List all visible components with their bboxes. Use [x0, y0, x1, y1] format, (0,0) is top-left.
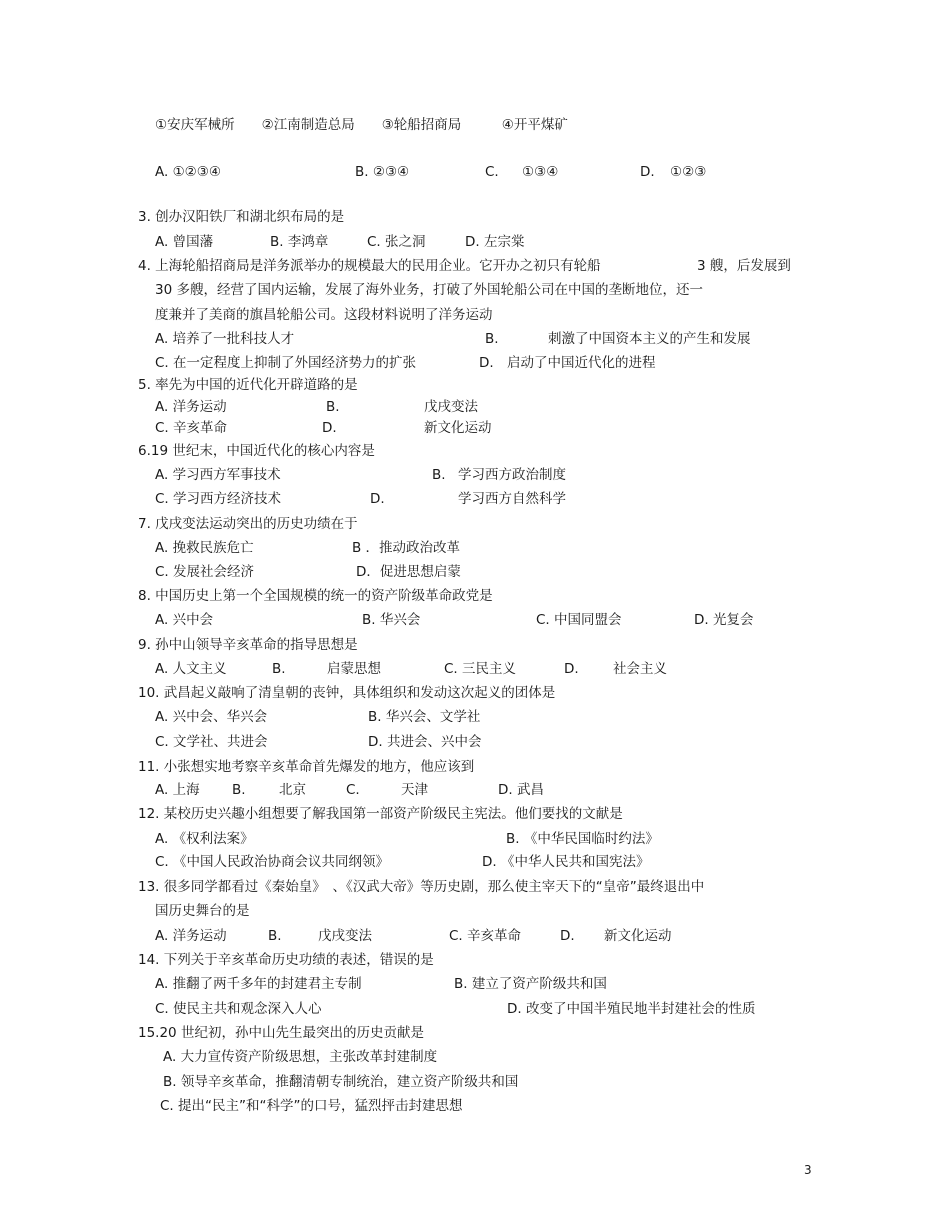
q6-option-d: D. — [370, 491, 385, 507]
q4-option-c: C. 在一定程度上抑制了外国经济势力的扩张 — [155, 355, 417, 371]
q3-option-d: D. 左宗棠 — [465, 234, 525, 250]
q5-option-b-text: 戊戌变法 — [424, 399, 478, 415]
q4-stem-line1: 4. 上海轮船招商局是洋务派举办的规模最大的民用企业。它开办之初只有轮船 — [138, 258, 601, 274]
q5-option-d-text: 新文化运动 — [424, 420, 492, 436]
q7-option-c: C. 发展社会经济 — [155, 564, 255, 580]
q4-stem-line1-end: 3 艘，后发展到 — [697, 258, 791, 274]
q5-option-a: A. 洋务运动 — [155, 399, 227, 415]
q5-option-d: D. — [322, 420, 337, 436]
q12-option-d: D. 《中华人民共和国宪法》 — [482, 854, 650, 870]
q11-option-a: A. 上海 — [155, 782, 200, 798]
page-number: 3 — [804, 1163, 812, 1177]
q15-stem: 15.20 世纪初，孙中山先生最突出的历史贡献是 — [138, 1025, 424, 1041]
q10-option-c: C. 文学社、共进会 — [155, 734, 268, 750]
q14-option-b: B. 建立了资产阶级共和国 — [454, 976, 607, 992]
q8-option-b: B. 华兴会 — [362, 612, 421, 628]
q5-option-c: C. 辛亥革命 — [155, 420, 228, 436]
q2-option-a: A. ①②③④ — [155, 164, 221, 180]
q2-option-d-text: ①②③ — [670, 164, 707, 180]
q8-option-d: D. 光复会 — [694, 612, 754, 628]
q15-option-c: C. 提出“民主”和“科学”的口号，猛烈抨击封建思想 — [160, 1098, 463, 1114]
q15-option-b: B. 领导辛亥革命，推翻清朝专制统治，建立资产阶级共和国 — [163, 1074, 519, 1090]
q9-option-d-text: 社会主义 — [613, 661, 667, 677]
q3-option-b: B. 李鸿章 — [270, 234, 329, 250]
q5-option-b: B. — [326, 399, 340, 415]
q4-option-b: B. — [485, 331, 499, 347]
q12-option-b: B. 《中华民国临时约法》 — [506, 831, 659, 847]
q12-stem: 12. 某校历史兴趣小组想要了解我国第一部资产阶级民主宪法。他们要找的文献是 — [138, 806, 623, 822]
q14-option-a: A. 推翻了两千多年的封建君主专制 — [155, 976, 362, 992]
q7-option-d: D．促进思想启蒙 — [356, 564, 461, 580]
q11-option-d: D. 武昌 — [498, 782, 544, 798]
q6-option-b-text: 学习西方政治制度 — [458, 467, 566, 483]
q7-option-b: B ．推动政治改革 — [352, 540, 461, 556]
q13-option-b: B. — [268, 928, 282, 944]
q4-stem-line3: 度兼并了美商的旗昌轮船公司。这段材料说明了洋务运动 — [155, 307, 493, 323]
q3-option-c: C. 张之洞 — [367, 234, 426, 250]
q13-stem-line2: 国历史舞台的是 — [155, 903, 250, 919]
q4-option-d-text: 启动了中国近代化的进程 — [507, 355, 656, 371]
q3-stem: 3. 创办汉阳铁厂和湖北织布局的是 — [138, 209, 345, 225]
q2-option-c: C. — [485, 164, 499, 180]
q9-option-c: C. 三民主义 — [444, 661, 517, 677]
q7-option-a: A. 挽救民族危亡 — [155, 540, 254, 556]
q11-option-c-text: 天津 — [401, 782, 428, 798]
q4-option-a: A. 培养了一批科技人才 — [155, 331, 295, 347]
q13-option-d: D. — [560, 928, 575, 944]
q4-option-d: D. — [479, 355, 494, 371]
q10-stem: 10. 武昌起义敲响了清皇朝的丧钟，具体组织和发动这次起义的团体是 — [138, 685, 556, 701]
q9-option-a: A. 人文主义 — [155, 661, 227, 677]
q10-option-a: A. 兴中会、华兴会 — [155, 709, 268, 725]
q14-option-c: C. 使民主共和观念深入人心 — [155, 1001, 322, 1017]
q13-option-b-text: 戊戌变法 — [318, 928, 372, 944]
q8-option-c: C. 中国同盟会 — [536, 612, 622, 628]
q6-option-c: C. 学习西方经济技术 — [155, 491, 282, 507]
q6-option-d-text: 学习西方自然科学 — [458, 491, 566, 507]
q13-option-d-text: 新文化运动 — [604, 928, 672, 944]
q9-stem: 9. 孙中山领导辛亥革命的指导思想是 — [138, 637, 358, 653]
q12-option-c: C. 《中国人民政治协商会议共同纲领》 — [155, 854, 390, 870]
q2-option-b: B. ②③④ — [355, 164, 410, 180]
q5-stem: 5. 率先为中国的近代化开辟道路的是 — [138, 377, 358, 393]
q2-option-d: D. — [640, 164, 655, 180]
q13-option-a: A. 洋务运动 — [155, 928, 227, 944]
q13-stem-line1: 13. 很多同学都看过《秦始皇》 、《汉武大帝》等历史剧，那么使主宰天下的“皇帝”最终退出中 — [138, 879, 705, 895]
q13-option-c: C. 辛亥革命 — [449, 928, 522, 944]
q10-option-b: B. 华兴会、文学社 — [368, 709, 481, 725]
q14-stem: 14. 下列关于辛亥革命历史功绩的表述，错误的是 — [138, 952, 434, 968]
q7-stem: 7. 戊戌变法运动突出的历史功绩在于 — [138, 516, 358, 532]
q8-stem: 8. 中国历史上第一个全国规模的统一的资产阶级革命政党是 — [138, 588, 493, 604]
q14-option-d: D. 改变了中国半殖民地半封建社会的性质 — [507, 1001, 756, 1017]
q12-option-a: A. 《权利法案》 — [155, 831, 254, 847]
q6-option-a: A. 学习西方军事技术 — [155, 467, 281, 483]
q3-option-a: A. 曾国藩 — [155, 234, 214, 250]
q11-stem: 11. 小张想实地考察辛亥革命首先爆发的地方，他应该到 — [138, 759, 475, 775]
q4-stem-line2: 30 多艘，经营了国内运输，发展了海外业务，打破了外国轮船公司在中国的垄断地位，还一 — [155, 282, 703, 298]
q15-option-a: A. 大力宣传资产阶级思想，主张改革封建制度 — [163, 1049, 438, 1065]
q9-option-b-text: 启蒙思想 — [327, 661, 381, 677]
q9-option-d: D. — [564, 661, 579, 677]
q8-option-a: A. 兴中会 — [155, 612, 214, 628]
q11-option-b: B. — [232, 782, 246, 798]
q2-items: ①安庆军械所 ②江南制造总局 ③轮船招商局 ④开平煤矿 — [155, 117, 568, 133]
q11-option-b-text: 北京 — [279, 782, 306, 798]
q2-option-c-text: ①③④ — [522, 164, 559, 180]
q11-option-c: C. — [346, 782, 360, 798]
q4-option-b-text: 刺激了中国资本主义的产生和发展 — [548, 331, 751, 347]
q6-stem: 6.19 世纪末，中国近代化的核心内容是 — [138, 443, 375, 459]
q9-option-b: B. — [272, 661, 286, 677]
q6-option-b: B. — [432, 467, 446, 483]
q10-option-d: D. 共进会、兴中会 — [368, 734, 482, 750]
